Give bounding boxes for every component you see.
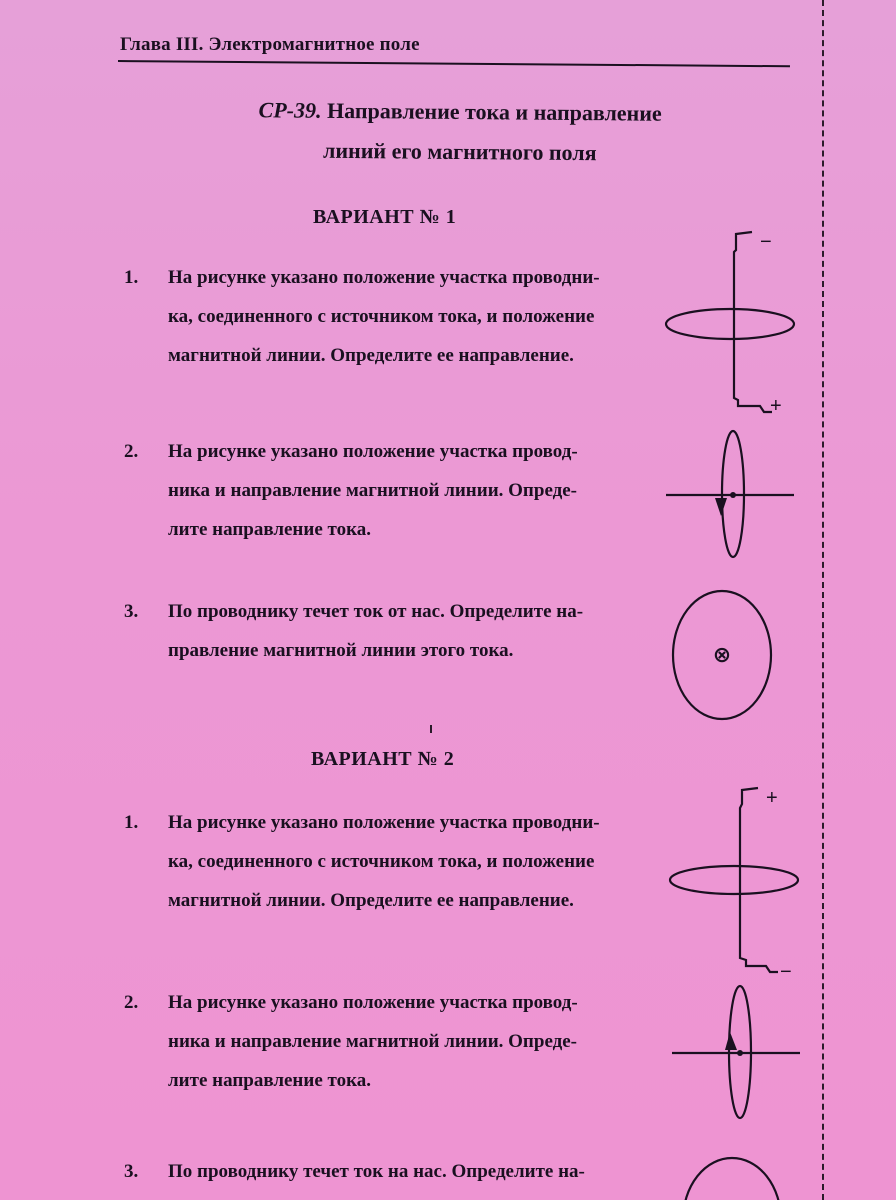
task-number: 1. — [124, 812, 139, 833]
task-line: По проводнику течет ток на нас. Определите на- — [168, 1161, 585, 1182]
worksheet-title — [200, 90, 721, 175]
task-line: На рисунке указано положение участка проводни- — [168, 812, 600, 833]
task-line: На рисунке указано положение участка провод- — [168, 992, 578, 1013]
figure-wire-ring-1 — [660, 226, 810, 422]
task-number: 2. — [124, 992, 139, 1013]
task-text — [168, 258, 684, 375]
task-number: 3. — [124, 601, 139, 622]
task-number: 1. — [124, 267, 139, 288]
wire-ring-diagram — [660, 226, 810, 422]
variant-1-task-1 — [124, 258, 684, 375]
variant-1-heading: ВАРИАНТ № 1 — [313, 206, 457, 228]
variant-2-task-2 — [124, 983, 684, 1100]
task-line: На рисунке указано положение участка провод- — [168, 441, 578, 462]
task-line: ка, соединенного с источником тока, и положение — [168, 851, 595, 872]
task-line: ника и направление магнитной линии. Опреде- — [168, 1031, 578, 1052]
terminal-bottom-label: + — [770, 395, 782, 417]
task-line: магнитной линии. Определите ее направление. — [168, 345, 574, 366]
variant-2-task-3 — [124, 1152, 684, 1191]
figure-circle-partial — [680, 1156, 786, 1200]
variant-2-heading: ВАРИАНТ № 2 — [311, 748, 455, 770]
task-text — [168, 983, 684, 1100]
dashed-cut-line — [822, 0, 824, 1200]
side-ring-diagram — [672, 984, 802, 1122]
task-line: магнитной линии. Определите ее направление. — [168, 890, 574, 911]
variant-1-task-3 — [124, 592, 684, 670]
task-line: ника и направление магнитной линии. Опреде- — [168, 480, 578, 501]
task-number: 3. — [124, 1161, 139, 1182]
terminal-top-label: − — [760, 231, 772, 253]
magnetic-line-ring — [666, 309, 794, 339]
running-head: Глава III. Электромагнитное поле — [120, 34, 420, 55]
task-number: 2. — [124, 441, 139, 462]
figure-circle-cross — [670, 588, 776, 724]
arrow-down-icon — [715, 498, 727, 516]
magnetic-line-ring — [670, 866, 798, 894]
worksheet-code: СР-39. — [258, 97, 322, 123]
figure-side-ring-1 — [666, 428, 796, 562]
figure-side-ring-2 — [672, 984, 802, 1122]
figure-wire-ring-2 — [666, 782, 816, 983]
arrow-up-icon — [725, 1032, 737, 1050]
conductor-wire — [740, 788, 778, 972]
task-text — [168, 432, 684, 549]
variant-2-task-1 — [124, 803, 684, 920]
task-line: правление магнитной линии этого тока. — [168, 640, 514, 661]
title-line-2: линий его магнитного поля — [322, 137, 597, 166]
conductor-wire — [734, 232, 772, 412]
circle-cross-diagram — [670, 588, 776, 724]
print-speck — [430, 725, 432, 733]
title-line-1 — [200, 90, 720, 135]
title-text-1: Направление тока и направление — [326, 97, 662, 126]
magnetic-line-circle — [683, 1158, 781, 1200]
task-line: По проводнику течет ток от нас. Определите на- — [168, 601, 584, 622]
task-line: ка, соединенного с источником тока, и положение — [168, 306, 595, 327]
task-text — [168, 803, 684, 920]
task-line: лите направление тока. — [168, 519, 372, 540]
task-text — [168, 592, 684, 670]
current-away-cross-icon: ⊗ — [712, 643, 732, 668]
wire-ring-diagram — [666, 782, 816, 983]
variant-1-task-2 — [124, 432, 684, 549]
terminal-bottom-label: − — [780, 961, 792, 983]
task-line: лите направление тока. — [168, 1070, 372, 1091]
task-line: На рисунке указано положение участка проводни- — [168, 267, 600, 288]
terminal-top-label: + — [766, 787, 778, 809]
side-ring-diagram — [666, 428, 796, 562]
circle-partial-diagram — [680, 1156, 786, 1200]
task-text — [168, 1152, 684, 1191]
